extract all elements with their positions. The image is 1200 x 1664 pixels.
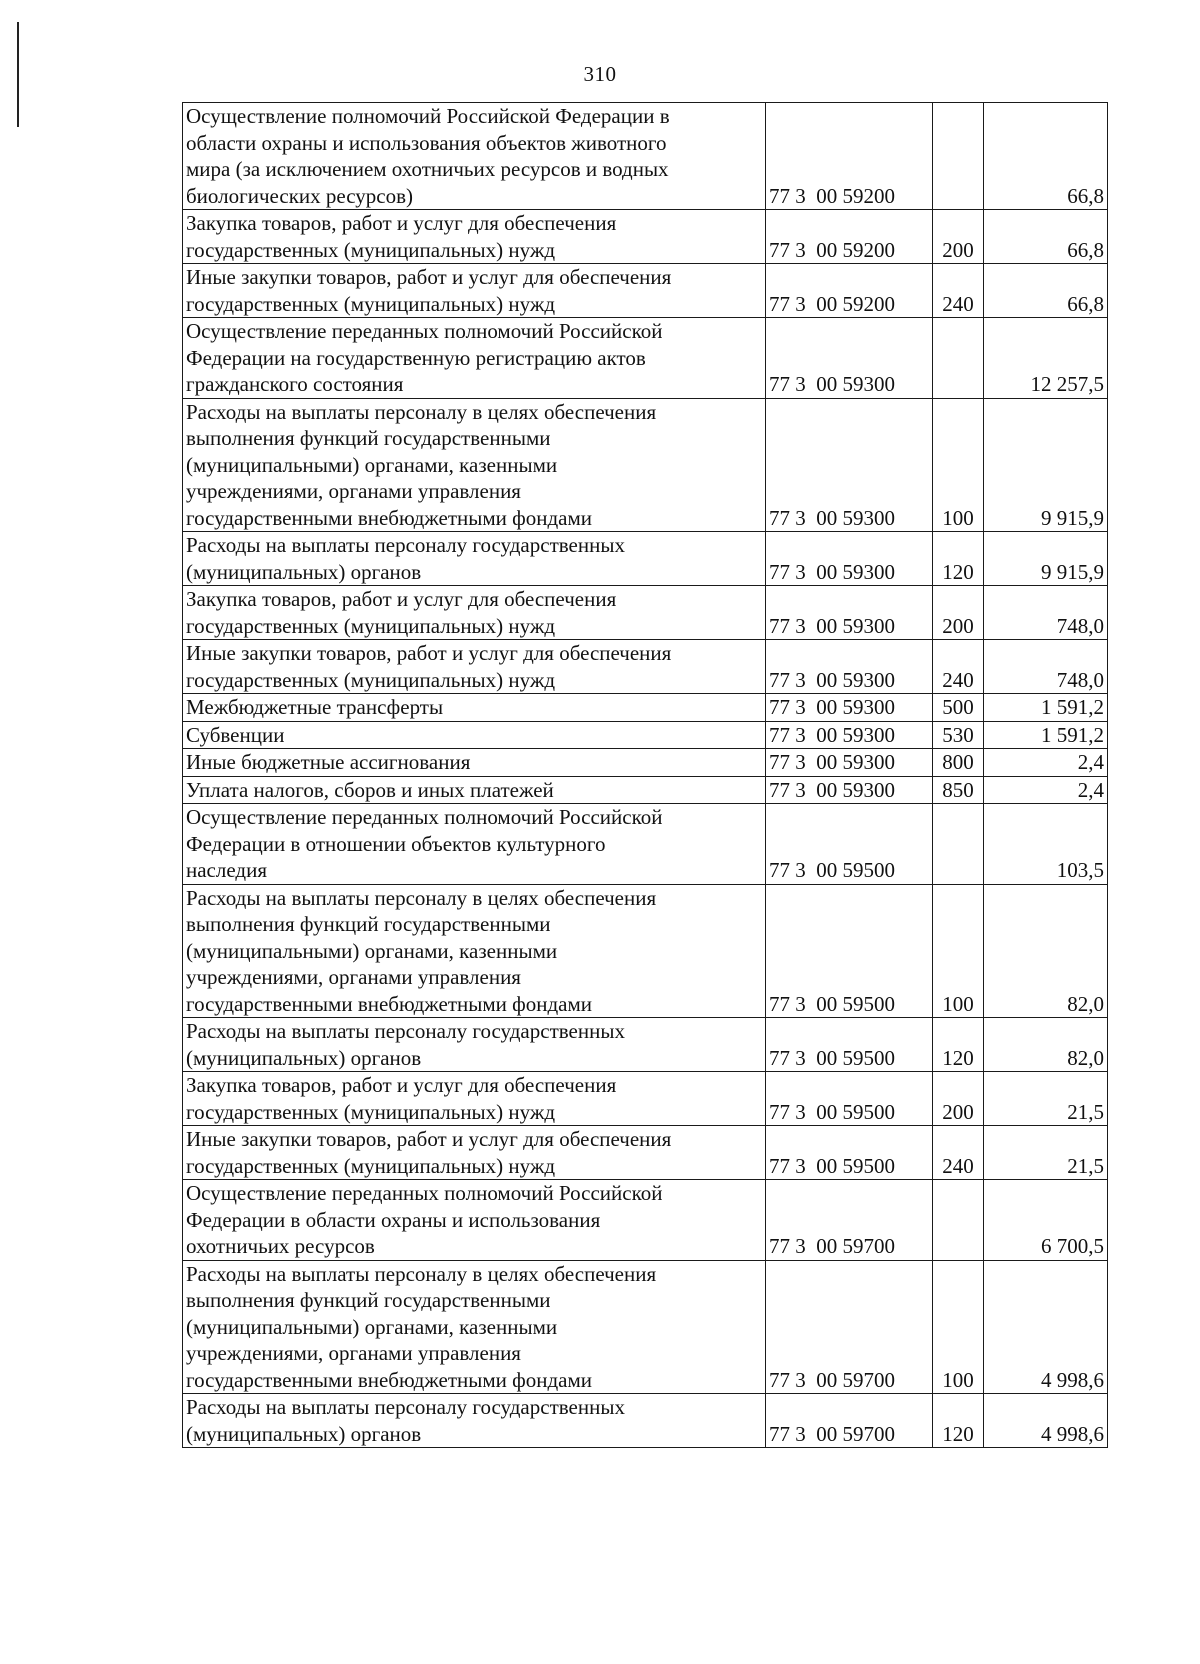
row-sum-cell: 21,5	[984, 1126, 1108, 1180]
row-sum-cell: 748,0	[984, 586, 1108, 640]
row-code-cell: 77 3 00 59300	[766, 398, 933, 532]
row-sum-cell: 12 257,5	[984, 318, 1108, 399]
row-vr-cell: 100	[933, 884, 984, 1018]
row-name-cell: Расходы на выплаты персоналу государственных (муниципальных) органов	[183, 532, 766, 586]
table-row	[183, 1072, 1108, 1126]
table-row	[183, 398, 1108, 532]
row-sum-cell: 4 998,6	[984, 1260, 1108, 1394]
row-sum-cell: 103,5	[984, 804, 1108, 885]
table-row	[183, 749, 1108, 777]
row-sum-cell: 21,5	[984, 1072, 1108, 1126]
row-code-cell: 77 3 00 59300	[766, 586, 933, 640]
row-code-cell: 77 3 00 59300	[766, 694, 933, 722]
row-code-cell: 77 3 00 59200	[766, 210, 933, 264]
row-code-cell: 77 3 00 59700	[766, 1180, 933, 1261]
table-row	[183, 318, 1108, 399]
row-name-cell: Субвенции	[183, 721, 766, 749]
row-name-cell: Иные закупки товаров, работ и услуг для обеспечения государственных (муниципальных) нужд	[183, 264, 766, 318]
row-vr-cell: 850	[933, 776, 984, 804]
row-name-cell: Осуществление переданных полномочий Российской Федерации в отношении объектов культурного наследия	[183, 804, 766, 885]
row-name-cell: Закупка товаров, работ и услуг для обеспечения государственных (муниципальных) нужд	[183, 210, 766, 264]
row-name-cell: Осуществление переданных полномочий Российской Федерации в области охраны и использования охотничьих ресурсов	[183, 1180, 766, 1261]
row-code-cell: 77 3 00 59200	[766, 264, 933, 318]
row-vr-cell: 530	[933, 721, 984, 749]
row-vr-cell	[933, 1180, 984, 1261]
row-vr-cell	[933, 318, 984, 399]
budget-table-container	[182, 102, 1104, 1448]
row-vr-cell	[933, 804, 984, 885]
row-vr-cell: 500	[933, 694, 984, 722]
row-code-cell: 77 3 00 59500	[766, 1018, 933, 1072]
row-sum-cell: 66,8	[984, 103, 1108, 210]
row-vr-cell: 240	[933, 640, 984, 694]
row-name-cell: Осуществление переданных полномочий Российской Федерации на государственную регистрацию актов гражданского состояния	[183, 318, 766, 399]
row-vr-cell: 800	[933, 749, 984, 777]
row-name-cell: Осуществление полномочий Российской Федерации в области охраны и использования объектов животного мира (за исключением охотничьих ресурсов и водных биологических ресурсов)	[183, 103, 766, 210]
budget-table	[182, 102, 1108, 1448]
row-code-cell: 77 3 00 59300	[766, 721, 933, 749]
row-name-cell: Уплата налогов, сборов и иных платежей	[183, 776, 766, 804]
table-row	[183, 103, 1108, 210]
row-vr-cell	[933, 103, 984, 210]
row-sum-cell: 66,8	[984, 210, 1108, 264]
table-row	[183, 586, 1108, 640]
table-row	[183, 1180, 1108, 1261]
row-sum-cell: 748,0	[984, 640, 1108, 694]
row-vr-cell: 100	[933, 398, 984, 532]
table-row	[183, 776, 1108, 804]
row-code-cell: 77 3 00 59300	[766, 318, 933, 399]
row-code-cell: 77 3 00 59300	[766, 749, 933, 777]
row-name-cell: Закупка товаров, работ и услуг для обеспечения государственных (муниципальных) нужд	[183, 1072, 766, 1126]
row-code-cell: 77 3 00 59300	[766, 640, 933, 694]
row-vr-cell: 120	[933, 532, 984, 586]
table-row	[183, 1260, 1108, 1394]
row-sum-cell: 2,4	[984, 776, 1108, 804]
row-sum-cell: 2,4	[984, 749, 1108, 777]
row-vr-cell: 200	[933, 210, 984, 264]
table-row	[183, 1394, 1108, 1448]
row-name-cell: Иные бюджетные ассигнования	[183, 749, 766, 777]
row-code-cell: 77 3 00 59300	[766, 532, 933, 586]
row-vr-cell: 240	[933, 1126, 984, 1180]
table-row	[183, 804, 1108, 885]
row-code-cell: 77 3 00 59500	[766, 804, 933, 885]
row-sum-cell: 1 591,2	[984, 694, 1108, 722]
row-code-cell: 77 3 00 59200	[766, 103, 933, 210]
row-sum-cell: 6 700,5	[984, 1180, 1108, 1261]
row-sum-cell: 9 915,9	[984, 532, 1108, 586]
row-vr-cell: 240	[933, 264, 984, 318]
table-row	[183, 210, 1108, 264]
row-name-cell: Закупка товаров, работ и услуг для обеспечения государственных (муниципальных) нужд	[183, 586, 766, 640]
row-name-cell: Расходы на выплаты персоналу в целях обеспечения выполнения функций государственными (муниципальными) органами, казенными учреждениями, органами управления государственными внебюджетными фондами	[183, 884, 766, 1018]
row-vr-cell: 120	[933, 1018, 984, 1072]
table-row	[183, 721, 1108, 749]
row-vr-cell: 120	[933, 1394, 984, 1448]
page-number: 310	[583, 62, 617, 86]
table-row	[183, 264, 1108, 318]
table-row	[183, 1018, 1108, 1072]
row-name-cell: Межбюджетные трансферты	[183, 694, 766, 722]
row-code-cell: 77 3 00 59500	[766, 1072, 933, 1126]
row-sum-cell: 4 998,6	[984, 1394, 1108, 1448]
row-name-cell: Иные закупки товаров, работ и услуг для обеспечения государственных (муниципальных) нужд	[183, 1126, 766, 1180]
table-row	[183, 532, 1108, 586]
row-vr-cell: 100	[933, 1260, 984, 1394]
row-sum-cell: 82,0	[984, 884, 1108, 1018]
row-code-cell: 77 3 00 59700	[766, 1394, 933, 1448]
row-name-cell: Расходы на выплаты персоналу государственных (муниципальных) органов	[183, 1018, 766, 1072]
row-code-cell: 77 3 00 59300	[766, 776, 933, 804]
row-name-cell: Иные закупки товаров, работ и услуг для обеспечения государственных (муниципальных) нужд	[183, 640, 766, 694]
row-vr-cell: 200	[933, 586, 984, 640]
row-sum-cell: 82,0	[984, 1018, 1108, 1072]
table-row	[183, 1126, 1108, 1180]
budget-table-body	[183, 103, 1108, 1448]
row-name-cell: Расходы на выплаты персоналу в целях обеспечения выполнения функций государственными (муниципальными) органами, казенными учреждениями, органами управления государственными внебюджетными фондами	[183, 398, 766, 532]
table-row	[183, 884, 1108, 1018]
table-row	[183, 694, 1108, 722]
row-code-cell: 77 3 00 59500	[766, 884, 933, 1018]
row-vr-cell: 200	[933, 1072, 984, 1126]
row-code-cell: 77 3 00 59700	[766, 1260, 933, 1394]
row-name-cell: Расходы на выплаты персоналу государственных (муниципальных) органов	[183, 1394, 766, 1448]
row-name-cell: Расходы на выплаты персоналу в целях обеспечения выполнения функций государственными (муниципальными) органами, казенными учреждениями, органами управления государственными внебюджетными фондами	[183, 1260, 766, 1394]
table-row	[183, 640, 1108, 694]
row-sum-cell: 1 591,2	[984, 721, 1108, 749]
row-sum-cell: 9 915,9	[984, 398, 1108, 532]
row-sum-cell: 66,8	[984, 264, 1108, 318]
row-code-cell: 77 3 00 59500	[766, 1126, 933, 1180]
